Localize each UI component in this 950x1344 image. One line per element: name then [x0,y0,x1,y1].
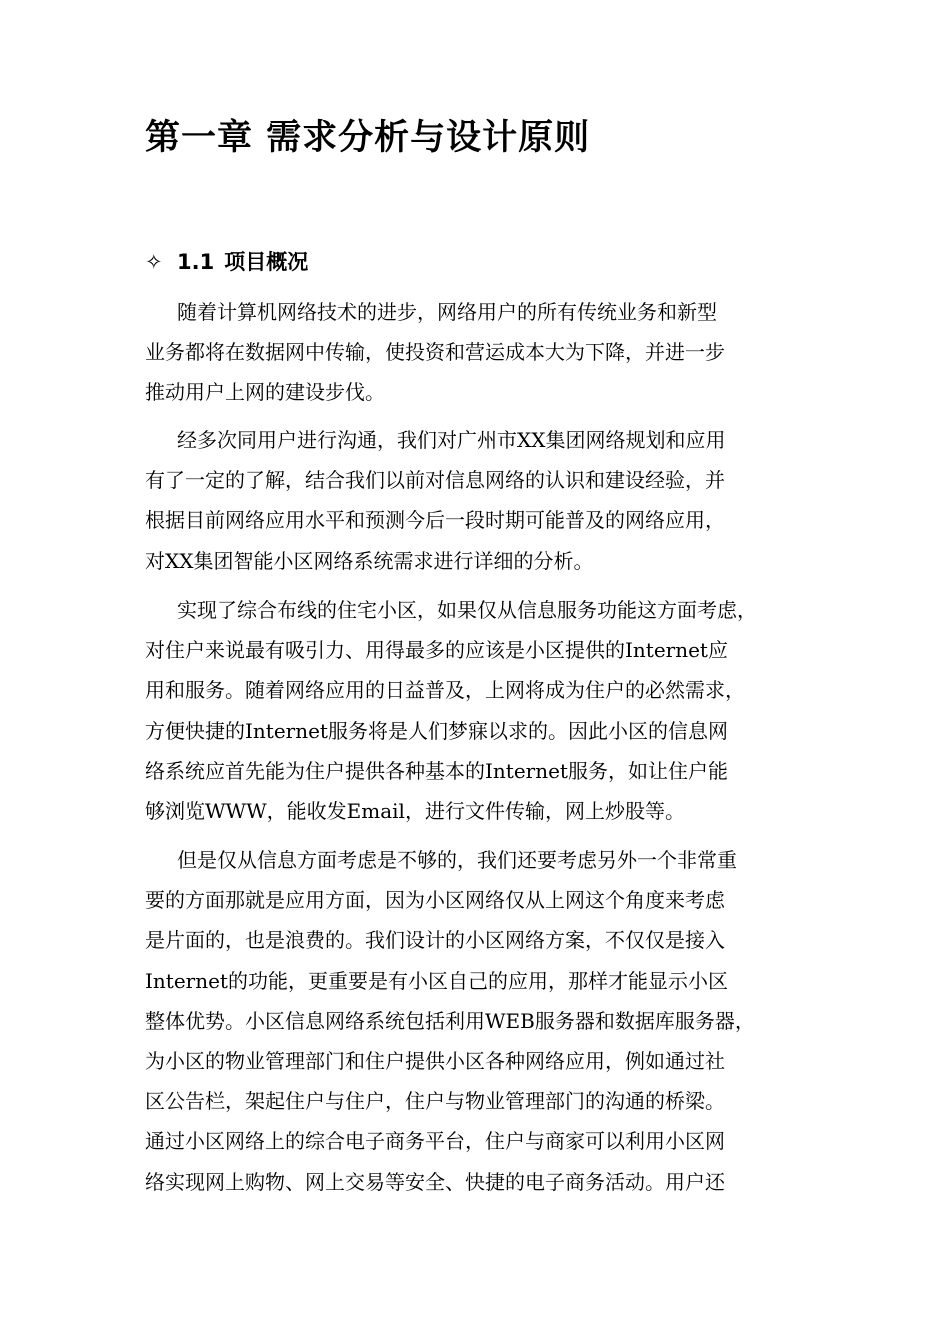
body-paragraph-3 [145,590,815,831]
paragraph-line: 区公告栏，架起住户与住户，住户与物业管理部门的沟通的桥梁。 [145,1089,725,1114]
section-number: 1.1 [177,250,215,274]
body-paragraph-2 [145,420,815,581]
paragraph-line: 但是仅从信息方面考虑是不够的，我们还要考虑另外一个非常重 [177,848,737,872]
paragraph-line: 要的方面那就是应用方面，因为小区网络仅从上网这个角度来考虑 [145,888,725,913]
diamond-bullet-icon: ✧ [145,250,163,274]
paragraph-line: 根据目前网络应用水平和预测今后一段时期可能普及的网络应用， [145,508,725,533]
paragraph-line: 随着计算机网络技术的进步，网络用户的所有传统业务和新型 [177,300,717,324]
paragraph-line: Internet的功能，更重要是有小区自己的应用，那样才能显示小区 [145,968,728,993]
section-title: 项目概况 [224,250,309,274]
paragraph-line: 整体优势。小区信息网络系统包括利用WEB服务器和数据库服务器， [145,1008,755,1033]
paragraph-line: 实现了综合布线的住宅小区，如果仅从信息服务功能这方面考虑， [177,598,757,622]
paragraph-line: 够浏览WWW，能收发Email，进行文件传输，网上炒股等。 [145,798,685,823]
chapter-title: 第一章 需求分析与设计原则 [145,117,591,158]
paragraph-line: 对住户来说最有吸引力、用得最多的应该是小区提供的Internet应 [145,638,728,663]
paragraph-line: 为小区的物业管理部门和住户提供小区各种网络应用，例如通过社 [145,1048,725,1073]
paragraph-line: 经多次同用户进行沟通，我们对广州市XX集团网络规划和应用 [177,428,726,452]
paragraph-line: 方便快捷的Internet服务将是人们梦寐以求的。因此小区的信息网 [145,718,728,743]
paragraph-line: 对XX集团智能小区网络系统需求进行详细的分析。 [145,548,594,573]
paragraph-line: 络系统应首先能为住户提供各种基本的Internet服务，如让住户能 [145,758,728,783]
body-paragraph-4 [145,840,815,1202]
paragraph-line: 是片面的，也是浪费的。我们设计的小区网络方案，不仅仅是接入 [145,928,725,953]
section-heading [145,246,308,278]
paragraph-line: 用和服务。随着网络应用的日益普及，上网将成为住户的必然需求， [145,678,745,703]
paragraph-line: 有了一定的了解，结合我们以前对信息网络的认识和建设经验，并 [145,468,725,493]
paragraph-line: 络实现网上购物、网上交易等安全、快捷的电子商务活动。用户还 [145,1169,725,1194]
paragraph-line: 业务都将在数据网中传输，使投资和营运成本大为下降，并进一步 [145,340,725,365]
body-paragraph-1 [145,292,815,413]
paragraph-line: 通过小区网络上的综合电子商务平台，住户与商家可以利用小区网 [145,1129,725,1154]
paragraph-line: 推动用户上网的建设步伐。 [145,380,385,405]
